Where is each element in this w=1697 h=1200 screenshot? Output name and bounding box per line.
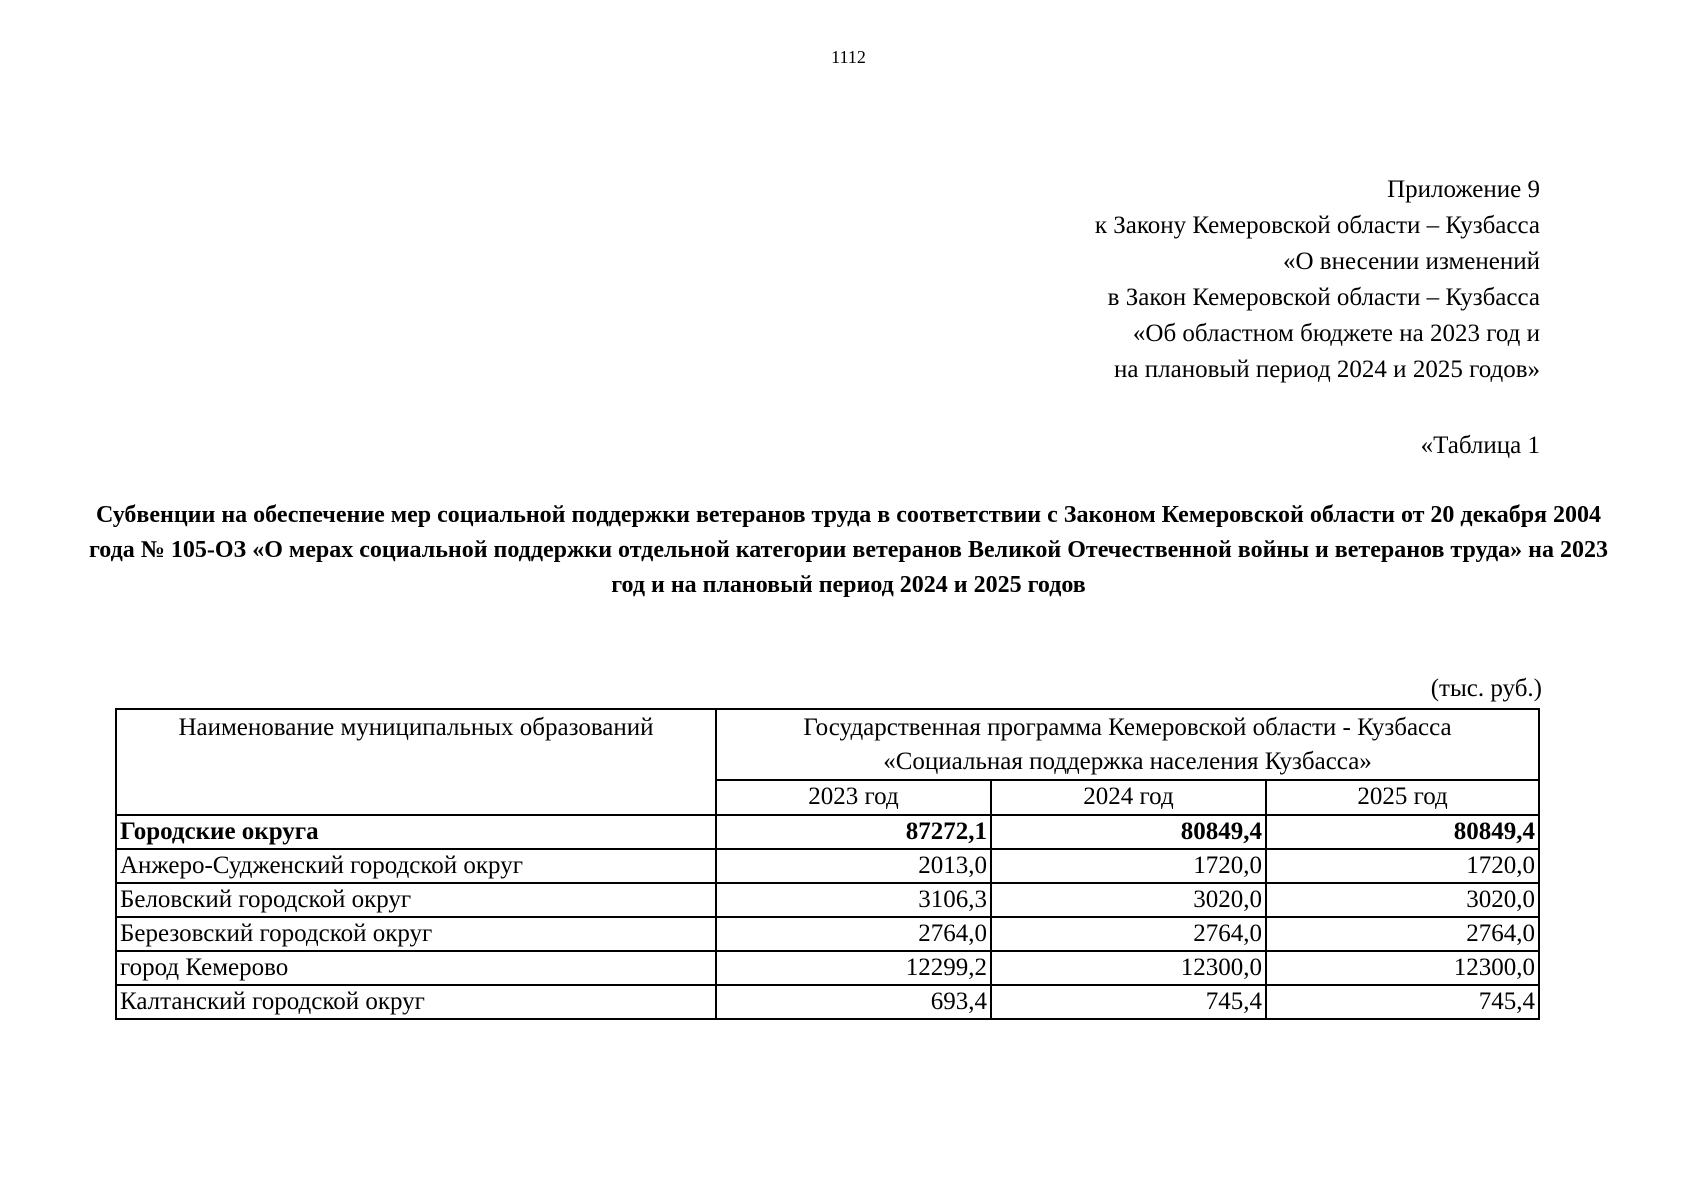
row-name: Калтанский городской округ xyxy=(116,985,716,1019)
row-value-2025: 12300,0 xyxy=(1266,951,1539,985)
table-row xyxy=(116,849,1539,883)
header-year-2024: 2024 год xyxy=(991,780,1266,815)
appendix-line: к Закону Кемеровской области – Кузбасса xyxy=(1094,212,1540,239)
row-name: Городские округа xyxy=(116,815,716,849)
row-value-2023: 87272,1 xyxy=(716,815,991,849)
row-name: город Кемерово xyxy=(116,951,716,985)
units-label: (тыс. руб.) xyxy=(1430,675,1542,702)
appendix-line: «О внесении изменений xyxy=(1282,248,1540,275)
row-value-2025: 745,4 xyxy=(1266,985,1539,1019)
header-municipality-name: Наименование муниципальных образований xyxy=(116,709,716,815)
header-program-line: «Социальная поддержка населения Кузбасса» xyxy=(883,748,1372,775)
row-value-2023: 2013,0 xyxy=(716,849,991,883)
header-year-2023: 2023 год xyxy=(716,780,991,815)
row-value-2023: 2764,0 xyxy=(716,917,991,951)
row-value-2023: 3106,3 xyxy=(716,883,991,917)
row-value-2025: 1720,0 xyxy=(1266,849,1539,883)
header-program xyxy=(716,709,1539,780)
appendix-block xyxy=(1095,172,1540,388)
row-value-2024: 1720,0 xyxy=(991,849,1266,883)
header-program-line: Государственная программа Кемеровской области - Кузбасса xyxy=(803,714,1452,741)
header-year-2025: 2025 год xyxy=(1266,780,1539,815)
table-row xyxy=(116,951,1539,985)
table-row-total xyxy=(116,815,1539,849)
row-value-2025: 2764,0 xyxy=(1266,917,1539,951)
row-value-2023: 12299,2 xyxy=(716,951,991,985)
appendix-line: Приложение 9 xyxy=(1387,176,1540,203)
appendix-line: «Об областном бюджете на 2023 год и xyxy=(1132,320,1540,347)
table-row xyxy=(116,985,1539,1019)
row-value-2023: 693,4 xyxy=(716,985,991,1019)
table-reference: «Таблица 1 xyxy=(1420,432,1540,459)
appendix-line: в Закон Кемеровской области – Кузбасса xyxy=(1107,284,1540,311)
row-value-2025: 80849,4 xyxy=(1266,815,1539,849)
table-header-row xyxy=(116,709,1539,780)
row-name: Березовский городской округ xyxy=(116,917,716,951)
appendix-line: на плановый период 2024 и 2025 годов» xyxy=(1114,356,1540,383)
subsidy-table xyxy=(115,708,1540,1020)
row-value-2024: 745,4 xyxy=(991,985,1266,1019)
row-value-2024: 2764,0 xyxy=(991,917,1266,951)
row-value-2024: 12300,0 xyxy=(991,951,1266,985)
table-row xyxy=(116,883,1539,917)
row-name: Анжеро-Судженский городской округ xyxy=(116,849,716,883)
row-value-2025: 3020,0 xyxy=(1266,883,1539,917)
document-title: Субвенции на обеспечение мер социальной поддержки ветеранов труда в соответствии с Законом Кемеровской области от 20 декабря 2004 года № 105-ОЗ «О мерах социальной поддержки отдельной категории ветеранов Великой Отечественной войны и ветеранов труда» на 2023 год и на плановый период 2024 и 2025 годов xyxy=(89,502,1608,598)
page-number: 1112 xyxy=(831,47,866,67)
row-name: Беловский городской округ xyxy=(116,883,716,917)
row-value-2024: 80849,4 xyxy=(991,815,1266,849)
row-value-2024: 3020,0 xyxy=(991,883,1266,917)
table-row xyxy=(116,917,1539,951)
